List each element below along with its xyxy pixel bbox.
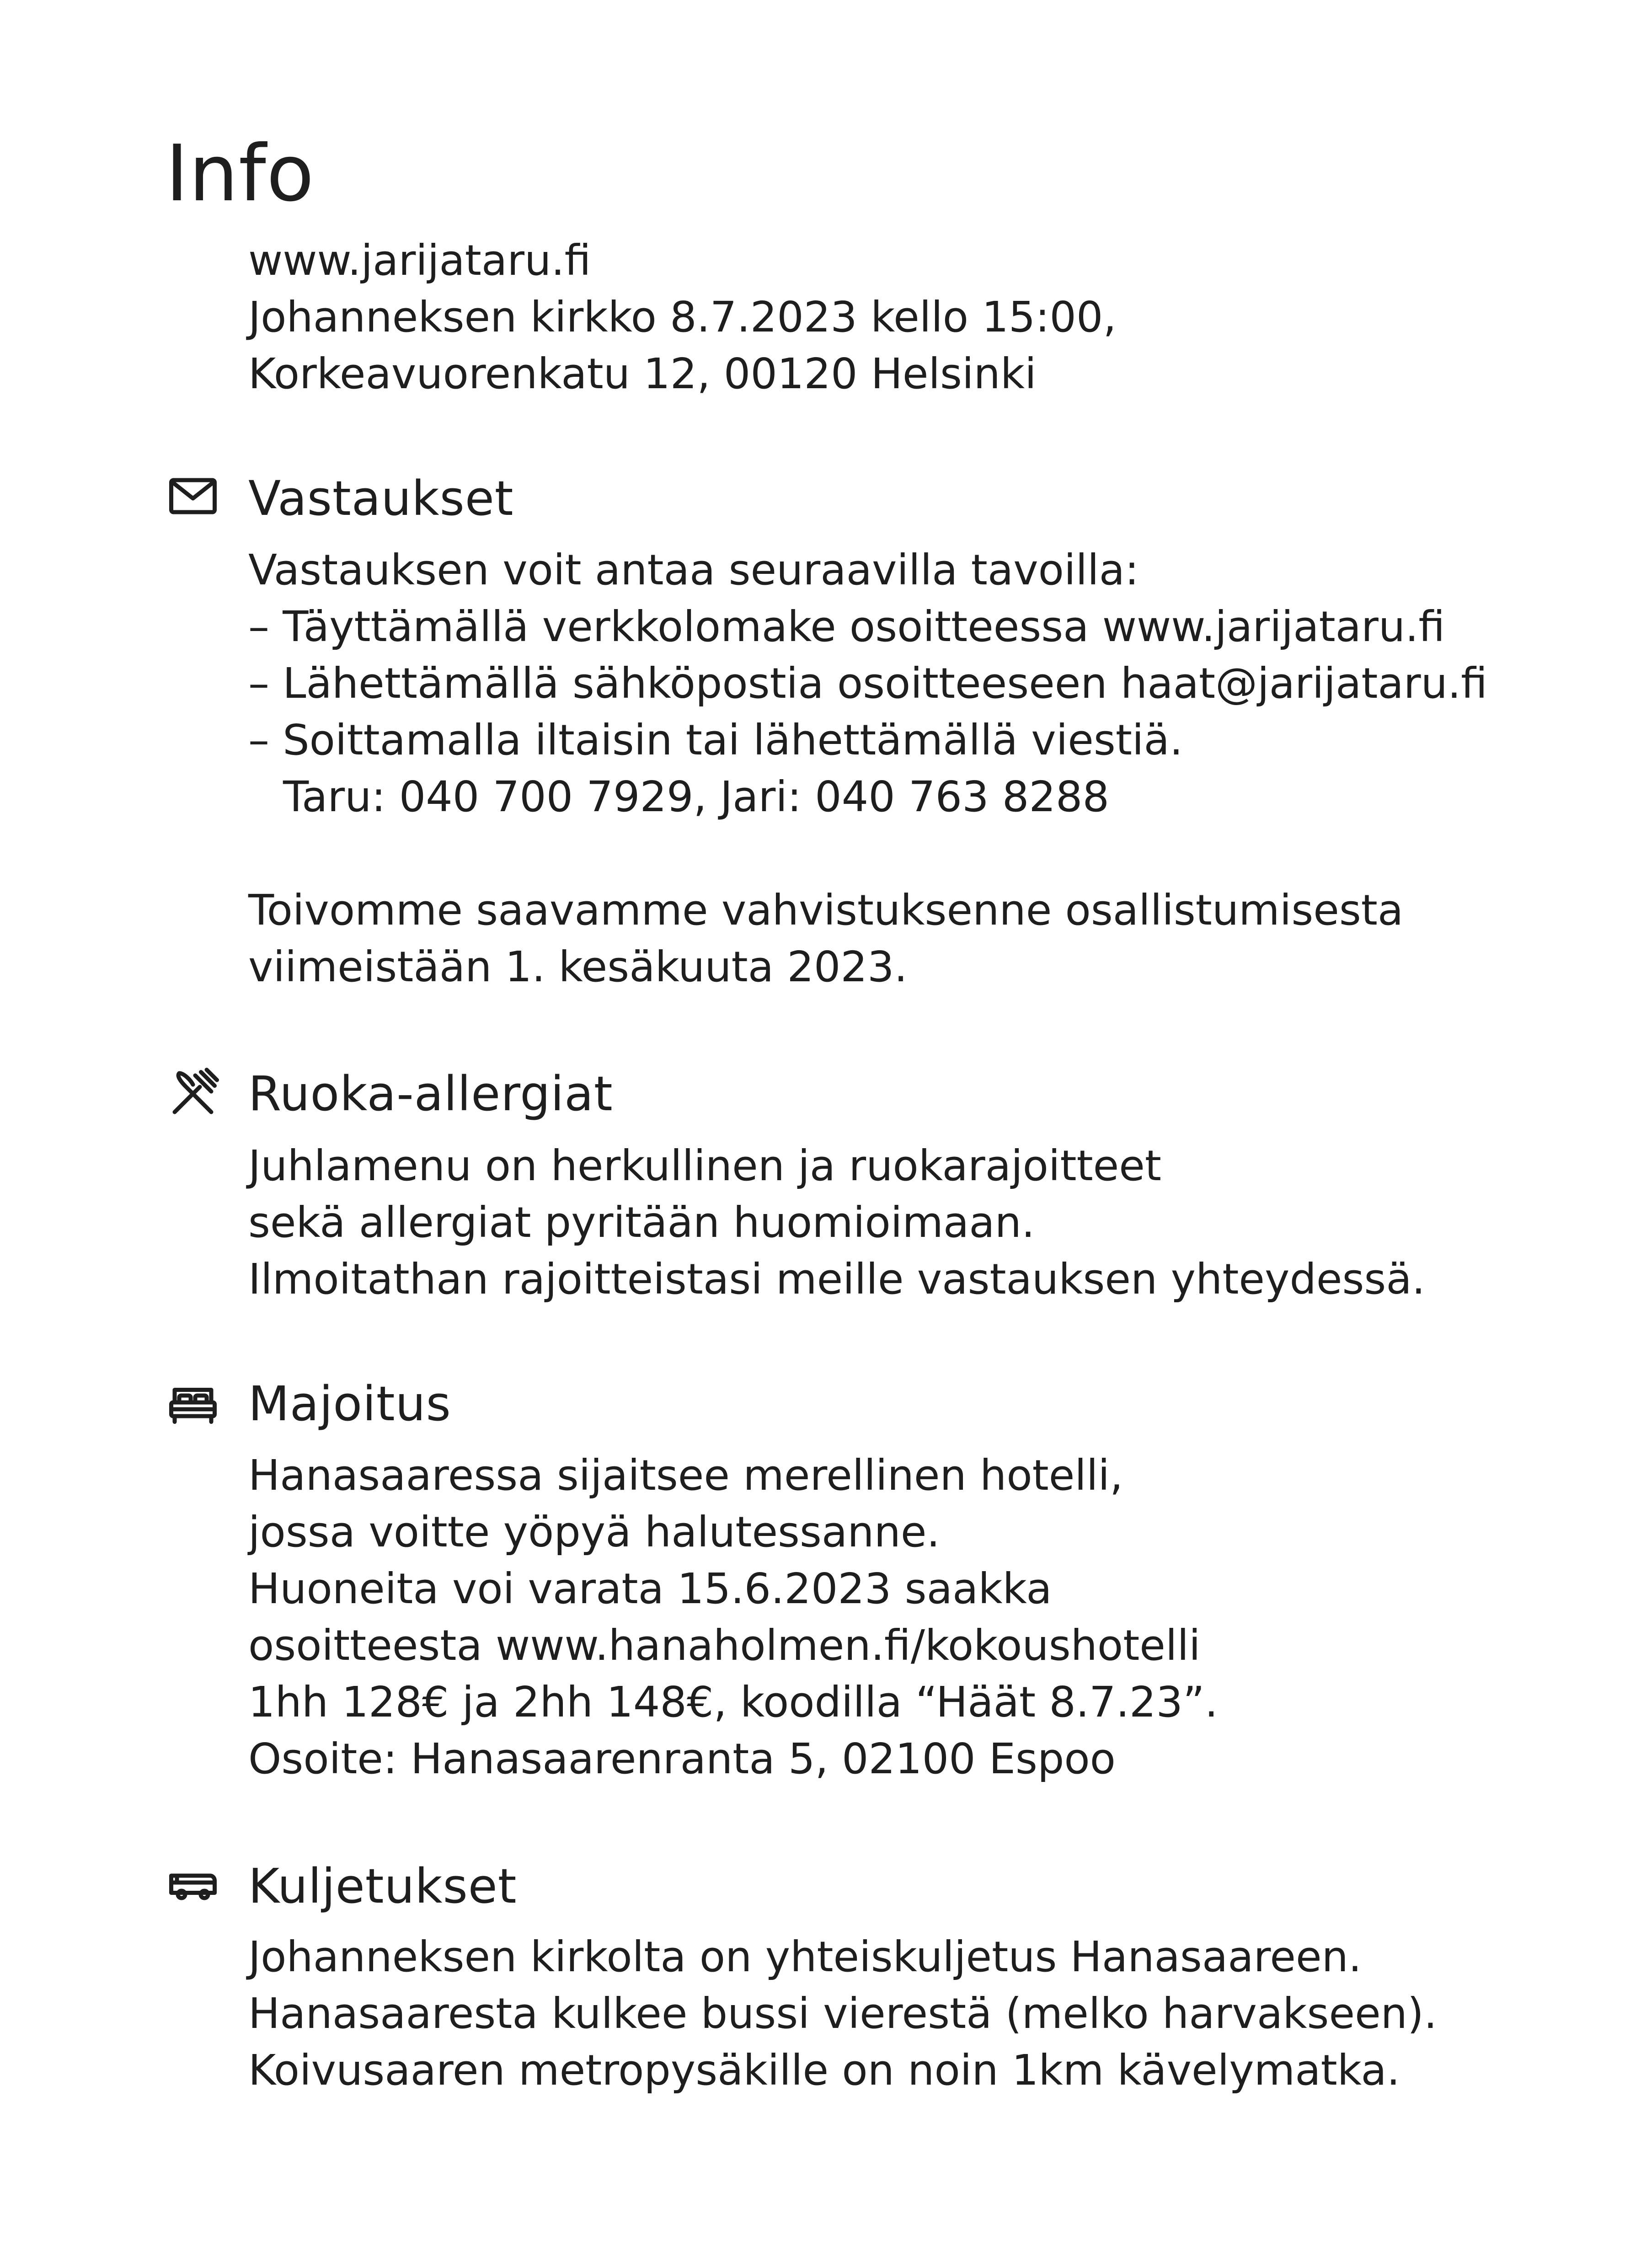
body-line: Juhlamenu on herkullinen ja ruokarajoitteet [248,1141,1161,1190]
section-heading-vastaukset: Vastaukset [248,471,514,526]
section-heading-ruoka-allergiat: Ruoka-allergiat [248,1066,613,1122]
bus-icon [166,1857,220,1912]
body-line: viimeistään 1. kesäkuuta 2023. [248,942,908,991]
body-line: sekä allergiat pyritään huomioimaan. [248,1198,1035,1247]
spacer [248,825,1487,882]
body-line: Osoite: Hanasaarenranta 5, 02100 Espoo [248,1734,1116,1783]
body-line: Hanasaaresta kulkee bussi vierestä (melko harvakseen). [248,1989,1438,2038]
body-line: Koivusaaren metropysäkille on noin 1km kävelymatka. [248,2046,1400,2095]
body-line: – Lähettämällä sähköpostia osoitteeseen haat@jarijataru.fi [248,659,1488,708]
body-line: Toivomme saavamme vahvistuksenne osallistumisesta [248,886,1404,935]
section-body-kuljetukset [248,1929,1437,2099]
address-line: Korkeavuorenkatu 12, 00120 Helsinki [248,349,1037,398]
section-heading-kuljetukset: Kuljetukset [248,1858,517,1914]
body-line: Hanasaaressa sijaitsee merellinen hotelli, [248,1451,1123,1500]
page-title: Info [166,128,315,219]
body-line: Huoneita voi varata 15.6.2023 saakka [248,1564,1052,1613]
body-line: – Soittamalla iltaisin tai lähettämällä viestiä. [248,716,1183,765]
section-body-vastaukset [248,542,1487,995]
envelope-icon [166,469,220,524]
church-line: Johanneksen kirkko 8.7.2023 kello 15:00, [248,293,1117,342]
body-line: Vastauksen voit antaa seuraavilla tavoilla: [248,546,1139,594]
fork-knife-icon [166,1066,220,1121]
body-line: osoitteesta www.hanaholmen.fi/kokoushotelli [248,1621,1201,1670]
bed-icon [166,1377,220,1432]
body-line: 1hh 128€ ja 2hh 148€, koodilla “Häät 8.7.23”. [248,1678,1218,1727]
website-line: www.jarijataru.fi [248,236,591,285]
body-line: jossa voitte yöpyä halutessanne. [248,1508,940,1557]
body-line: Ilmoitathan rajoitteistasi meille vastauksen yhteydessä. [248,1255,1425,1304]
section-heading-majoitus: Majoitus [248,1376,451,1432]
phone-line: Taru: 040 700 7929, Jari: 040 763 8288 [283,772,1109,821]
section-body-ruoka-allergiat [248,1138,1425,1308]
body-line: – Täyttämällä verkkolomake osoitteessa www.jarijataru.fi [248,602,1445,651]
info-details [248,232,1117,402]
section-body-majoitus [248,1447,1218,1787]
body-line: Johanneksen kirkolta on yhteiskuljetus Hanasaareen. [248,1932,1362,1981]
